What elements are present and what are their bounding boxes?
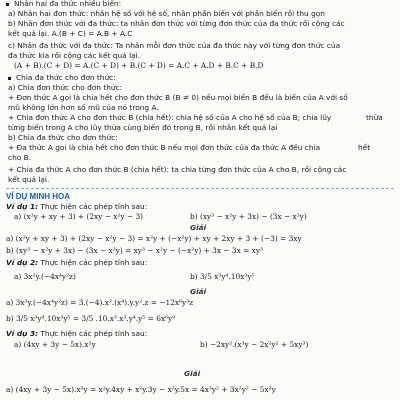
example-1-label: Ví dụ 1:	[6, 202, 39, 211]
div-heading-text: Chia đa thức cho đơn thức:	[16, 73, 116, 82]
bullet-icon	[8, 77, 11, 80]
div-b-heading: b) Chia đa thức cho đơn thức:	[8, 133, 118, 142]
div-b-line1-tail: hết	[358, 143, 371, 152]
rule-b-line1: b) Nhân đơn thức với đa thức: ta nhân đơn thức với từng đơn thức của đa thức rồi cộng các	[8, 19, 345, 28]
example-1-a: a) (x²y + xy + 3) + (2xy − x²y − 3)	[14, 212, 144, 221]
section-divider	[6, 188, 394, 189]
rule-c-line2: đa thức kia rồi cộng các kết quả lại.	[8, 51, 141, 60]
div-b-line3: + Chia đa thức A cho đơn thức B (chia hết): ta chia từng đơn thức của A cho B, rồi cộng các	[8, 165, 347, 174]
example-3-solution-a: a) (4xy + 3y − 5x).x²y = x²y.4xy + x²y.3y − x²y.5x = 4x³y² + 3x²y² − 5x³y	[6, 385, 276, 394]
example-3-title	[6, 330, 147, 339]
example-2-label: Ví dụ 2:	[6, 258, 39, 267]
example-2-solution-label: Giải	[190, 287, 207, 296]
div-a-line3-tail: thừa	[366, 113, 383, 122]
example-1-solution-a: a) (x²y + xy + 3) + (2xy − x²y − 3) = x²y + (−x²y) + xy + 2xy + 3 + (−3) = 3xy	[6, 234, 302, 243]
mult-heading-text: Nhân hai đa thức nhiều biến:	[14, 0, 122, 8]
rule-c-formula: (A + B).(C + D) = A.(C + D) + B.(C + D) = A.C + A.D + B.C + B.D	[14, 61, 264, 70]
examples-heading: VÍ DỤ MINH HOẠ	[6, 192, 70, 201]
div-a-line2: mũ không lớn hơn số mũ của nó trong A.	[8, 103, 159, 112]
example-3-solution-label: Giải	[184, 369, 201, 378]
example-1-title	[6, 203, 147, 212]
example-2-a: a) 3x²y.(−4x⁴y²z)	[14, 272, 76, 281]
rule-a: a) Nhân hai đơn thức: nhân hệ số với hệ số, nhân phần biến với phần biến rồi thu gọn	[8, 9, 325, 18]
example-1-solution-b: b) (xy³ − x²y + 3x) − (3x − x²y) = xy³ − x²y − (−x²y) + 3x − 3x = xy³	[6, 246, 263, 255]
example-3-b: b) −2xy².(x³y − 2x²y² + 5xy³)	[200, 340, 309, 349]
example-2-solution-a: a) 3x²y.(−4x⁴y²z) = 3.(−4).x².(x⁴).y.y².z = −12x⁶y³z	[6, 298, 194, 307]
mult-heading	[6, 0, 121, 9]
div-a-line3: + Chia đơn thức A cho đơn thức B (chia hết): chia hệ số của A cho hệ số của B; chia lũy	[8, 113, 332, 122]
div-b-line4: kết quả lại.	[8, 175, 50, 184]
rule-b-line2: kết quả lại. A.(B + C) = A.B + A.C	[8, 29, 133, 38]
example-2-title	[6, 259, 147, 268]
example-2-prompt: Thực hiện các phép tính sau:	[40, 258, 148, 267]
example-3-a: a) (4xy + 3y − 5x).x²y	[14, 340, 96, 349]
example-3-prompt: Thực hiện các phép tính sau:	[40, 329, 148, 338]
example-2-solution-b: b) 3/5 x³y⁴.10x³y⁵ = 3/5 .10.x³.x³.y⁴.y⁵ = 6x⁶y⁹	[6, 314, 176, 323]
example-1-solution-label: Giải	[190, 223, 207, 232]
example-1-b: b) (xy³ − x²y + 3x) − (3x − x²y)	[190, 212, 307, 221]
div-a-line4: từng biến trong A cho lũy thừa cùng biến đó trong B, rồi nhân kết quả lại	[8, 123, 278, 132]
example-1-prompt: Thực hiện các phép tính sau:	[40, 202, 148, 211]
div-b-line1: + Đa thức A gọi là chia hết cho đơn thức B nếu mọi đơn thức của đa thức A đều chia	[8, 143, 321, 152]
div-a-heading: a) Chia đơn thức cho đơn thức:	[8, 83, 123, 92]
example-3-label: Ví dụ 3:	[6, 329, 39, 338]
rule-c-line1: c) Nhân đa thức với đa thức: Ta nhân mỗi đơn thức của đa thức này với từng đơn thức của	[8, 41, 341, 50]
bullet-icon	[6, 3, 9, 6]
div-heading	[8, 74, 116, 83]
div-a-line1: + Đơn thức A gọi là chia hết cho đơn thức B (B ≠ 0) nếu mọi biến B đều là biến của A với số	[8, 93, 348, 102]
div-b-line2: cho B.	[8, 153, 32, 162]
example-2-b: b) 3/5 x³y⁴.10x³y⁵	[190, 272, 255, 281]
